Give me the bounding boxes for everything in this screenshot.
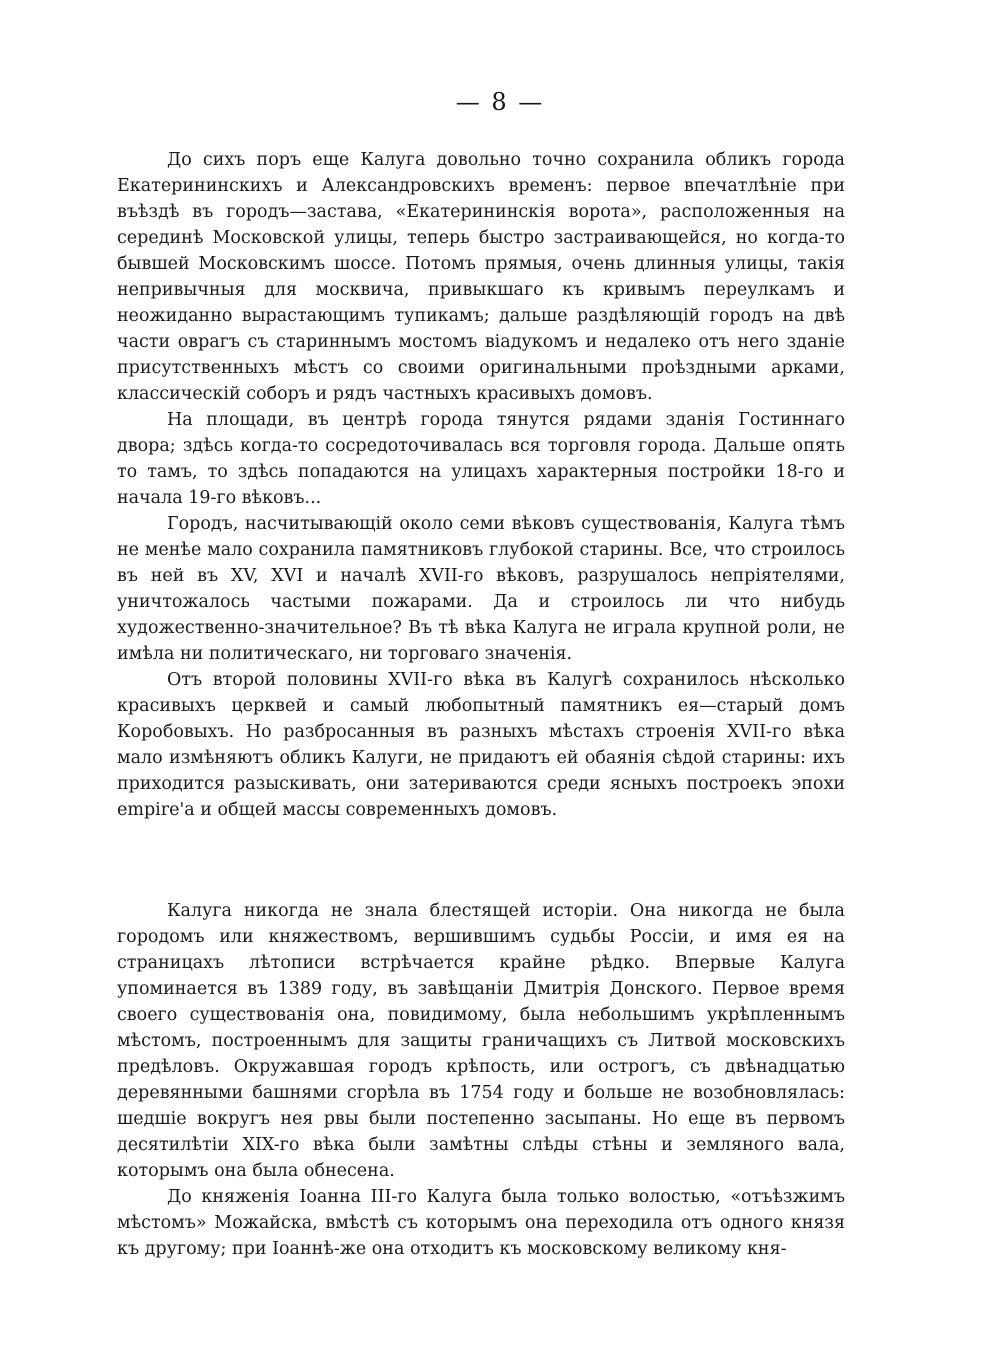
paragraph: На площади, въ центрѣ города тянутся рядами зданія Гостиннаго двора; здѣсь когда-то сосредоточивалась вся торговля города. Дальше опять то тамъ, то здѣсь попадаются на улицахъ характерныя постройки 18-го и начала 19-го вѣковъ... <box>117 410 845 508</box>
text-section-1 <box>117 147 845 823</box>
paragraph: До сихъ поръ еще Калуга довольно точно сохранила обликъ города Екатерининскихъ и Александровскихъ временъ: первое впечатлѣніе при въѣздѣ въ городъ—застава, «Екатерининскія ворота», расположенныя на серединѣ Московской улицы, теперь быстро застраивающейся, но когда-то бывшей Московскимъ шоссе. Потомъ прямыя, очень длинныя улицы, такія непривычныя для москвича, привыкшаго къ кривымъ переулкамъ и неожиданно вырастающимъ тупикамъ; дальше раздѣляющій городъ на двѣ части оврагъ съ стариннымъ мостомъ віадукомъ и недалеко отъ него зданіе присутственныхъ мѣстъ со своими оригинальными проѣздными арками, классическій соборъ и рядъ частныхъ красивыхъ домовъ. <box>117 150 845 404</box>
text-section-2 <box>117 898 845 1262</box>
page-number: — 8 — <box>455 88 545 116</box>
paragraph: Отъ второй половины XVII-го вѣка въ Калугѣ сохранилось нѣсколько красивыхъ церквей и самый любопытный памятникъ ея—старый домъ Коробовыхъ. Но разбросанныя въ разныхъ мѣстахъ строенія XVII-го вѣка мало измѣняютъ обликъ Калуги, не придаютъ ей обаянія сѣдой старины: ихъ приходится разыскивать, они затериваются среди ясныхъ построекъ эпохи empire'a и общей массы современныхъ домовъ. <box>117 670 845 820</box>
paragraph: Городъ, насчитывающій около семи вѣковъ существованія, Калуга тѣмъ не менѣе мало сохранила памятниковъ глубокой старины. Все, что строилось въ ней въ XV, XVI и началѣ XVII-го вѣковъ, разрушалось непріятелями, уничтожалось частыми пожарами. Да и строилось ли что нибудь художественно-значительное? Въ тѣ вѣка Калуга не играла крупной роли, не имѣла ни политическаго, ни торговаго значенія. <box>117 514 845 664</box>
paragraph: До княженія Іоанна III-го Калуга была только волостью, «отъѣзжимъ мѣстомъ» Можайска, вмѣстѣ съ которымъ она переходила отъ одного князя къ другому; при Іоаннѣ-же она отходитъ къ московскому великому кня- <box>117 1187 845 1259</box>
paragraph: Калуга никогда не знала блестящей исторіи. Она никогда не была городомъ или княжествомъ, вершившимъ судьбы Россіи, и имя ея на страницахъ лѣтописи встрѣчается крайне рѣдко. Впервые Калуга упоминается въ 1389 году, въ завѣщаніи Дмитрія Донского. Первое время своего существованія она, повидимому, была небольшимъ укрѣпленнымъ мѣстомъ, построеннымъ для защиты граничащихъ съ Литвой московскихъ предѣловъ. Окружавшая городъ крѣпость, или острогъ, съ двѣнадцатью деревянными башнями сгорѣла въ 1754 году и больше не возобновлялась: шедшіе вокругъ нея рвы были постепенно засыпаны. Но еще въ первомъ десятилѣтіи XIX-го вѣка были замѣтны слѣды стѣны и земляного вала, которымъ она была обнесена. <box>117 901 845 1181</box>
